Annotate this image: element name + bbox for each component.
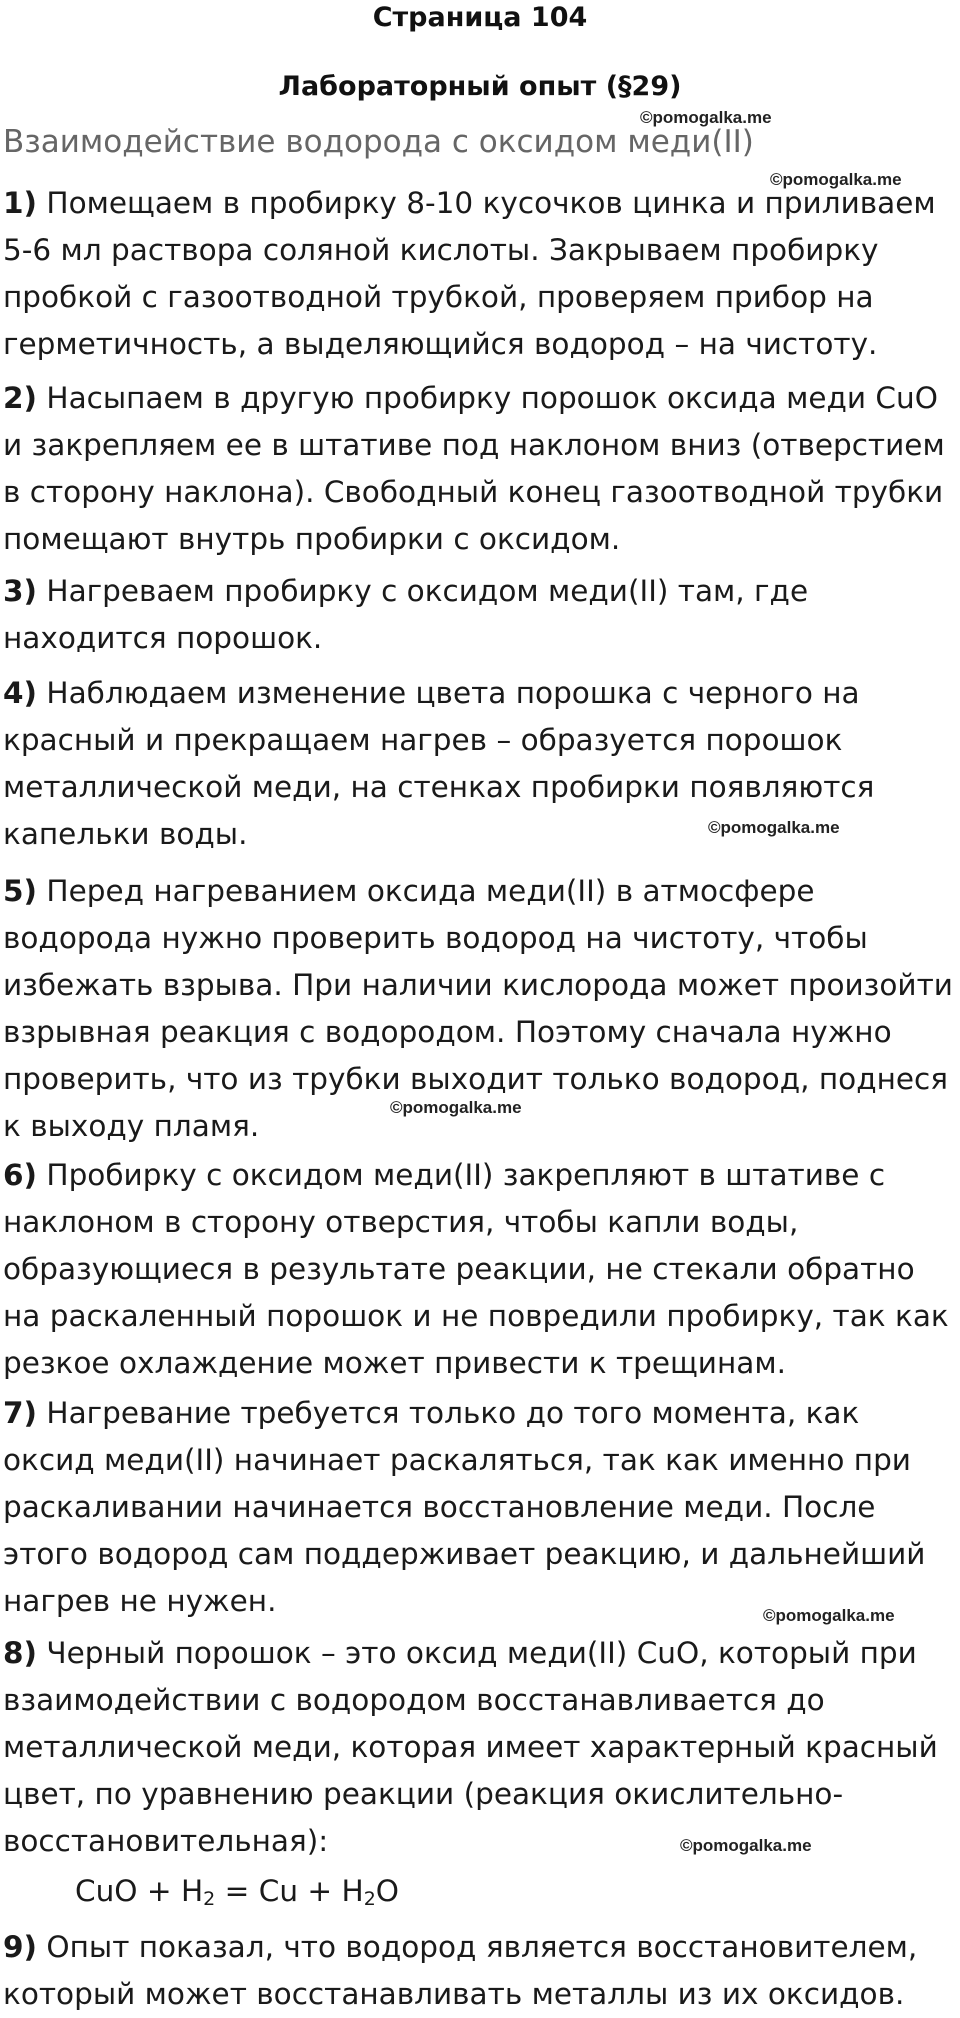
- watermark: ©pomogalka.me: [680, 1836, 812, 1855]
- step-2: [3, 375, 958, 563]
- step-number: 2): [3, 381, 38, 415]
- step-text: Насыпаем в другую пробирку порошок оксида меди CuO и закрепляем ее в штативе под наклоном вниз (отверстием в сторону наклона). Свободный конец газоотводной трубки помещают внутрь пробирки с оксидом.: [3, 381, 945, 556]
- subtitle: Взаимодействие водорода с оксидом меди(II): [3, 124, 754, 160]
- watermark: ©pomogalka.me: [640, 108, 772, 127]
- step-number: 7): [3, 1396, 38, 1430]
- watermark: ©pomogalka.me: [708, 818, 840, 837]
- step-number: 8): [3, 1636, 38, 1670]
- step-1: [3, 180, 958, 368]
- section-title: Лабораторный опыт (§29): [278, 71, 682, 102]
- step-text: Опыт показал, что водород является восстановителем, который может восстанавливать металлы из их оксидов.: [3, 1930, 918, 2011]
- page-title: Страница 104: [372, 2, 588, 33]
- step-text: Перед нагреванием оксида меди(II) в атмосфере водорода нужно проверить водород на чистоту, чтобы избежать взрыва. При наличии кислорода может произойти взрывная реакция с водородом. Поэтому сначала нужно проверить, что из трубки выходит только водород, поднеся к выходу пламя.: [3, 874, 953, 1143]
- step-number: 3): [3, 574, 38, 608]
- step-text: Пробирку с оксидом меди(II) закрепляют в штативе с наклоном в сторону отверстия, чтобы капли воды, образующиеся в результате реакции, не стекали обратно на раскаленный порошок и не повредили пробирку, так как резкое охлаждение может привести к трещинам.: [3, 1158, 949, 1380]
- step-number: 4): [3, 676, 38, 710]
- step-6: [3, 1152, 958, 1387]
- equation-subscript: 2: [203, 1888, 216, 1910]
- step-text: Помещаем в пробирку 8-10 кусочков цинка и приливаем 5-6 мл раствора соляной кислоты. Закрываем пробирку пробкой с газоотводной трубкой, проверяем прибор на герметичность, а выделяющийся водород – на чистоту.: [3, 186, 936, 361]
- reaction-equation: [75, 1871, 399, 1911]
- step-number: 1): [3, 186, 38, 220]
- step-3: [3, 568, 958, 662]
- equation-subscript: 2: [363, 1888, 376, 1910]
- watermark: ©pomogalka.me: [763, 1606, 895, 1625]
- equation-middle: = Cu + H: [215, 1874, 364, 1908]
- step-7: [3, 1390, 958, 1625]
- step-9: [3, 1924, 958, 2018]
- step-text: Нагреваем пробирку с оксидом меди(II) там, где находится порошок.: [3, 574, 809, 655]
- step-number: 9): [3, 1930, 38, 1964]
- step-text: Черный порошок – это оксид меди(II) CuO, который при взаимодействии с водородом восстанавливается до металлической меди, которая имеет характерный красный цвет, по уравнению реакции (реакция окислительно-восстановительная):: [3, 1636, 938, 1858]
- equation-right: O: [375, 1874, 400, 1908]
- watermark: ©pomogalka.me: [770, 170, 902, 189]
- step-text: Наблюдаем изменение цвета порошка с черного на красный и прекращаем нагрев – образуется порошок металлической меди, на стенках пробирки появляются капельки воды.: [3, 676, 875, 851]
- step-text: Нагревание требуется только до того момента, как оксид меди(II) начинает раскаляться, так как именно при раскаливании начинается восстановление меди. После этого водород сам поддерживает реакцию, и дальнейший нагрев не нужен.: [3, 1396, 926, 1618]
- equation-left: CuO + H: [75, 1874, 204, 1908]
- step-number: 5): [3, 874, 38, 908]
- step-8: [3, 1630, 958, 1865]
- step-number: 6): [3, 1158, 38, 1192]
- watermark: ©pomogalka.me: [390, 1098, 522, 1117]
